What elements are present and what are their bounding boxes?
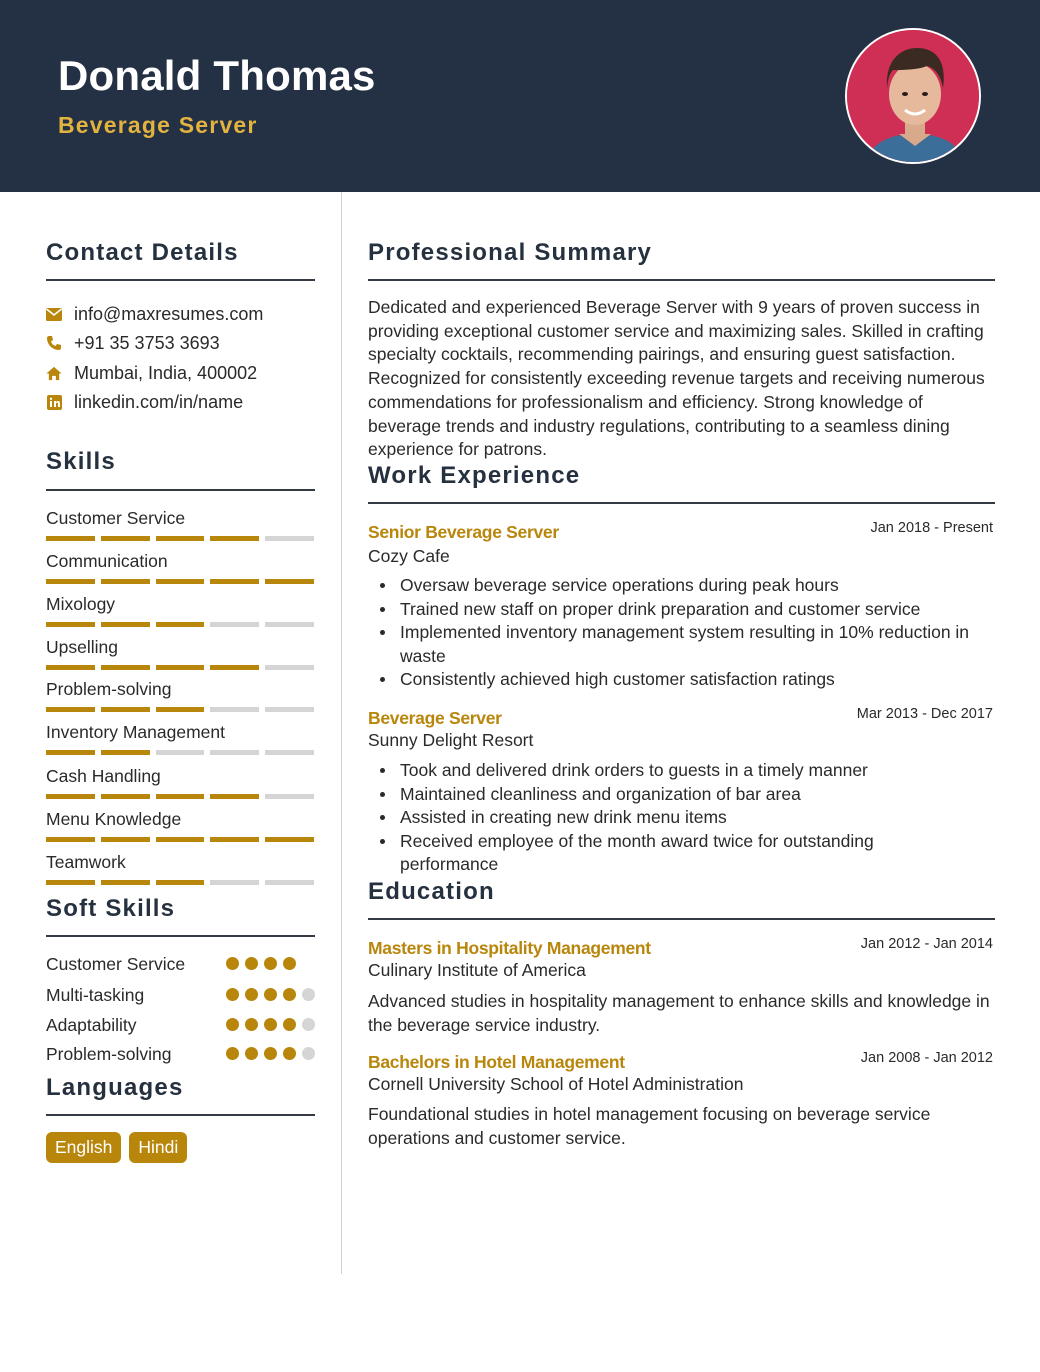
rating-dot [245,1018,258,1031]
home-icon [46,365,62,381]
rating-dot [302,988,315,1001]
job-bullet: Consistently achieved high customer satisfaction ratings [400,668,1000,692]
degree-date: Jan 2008 - Jan 2012 [860,1050,993,1066]
education-rule [368,918,995,920]
rating-dot [226,1018,239,1031]
skill-level-segment [210,794,259,799]
skill-level-segment [46,665,95,670]
skill-level-segment [46,622,95,627]
rating-dot [283,1047,296,1060]
skill-level-segment [101,837,150,842]
person-portrait-icon [847,30,981,164]
skill-level-segment [210,750,259,755]
rating-dot [264,1047,277,1060]
job-bullets [400,574,1000,692]
summary-text: Dedicated and experienced Beverage Server with 9 years of proven success in providing exceptional customer service and maximizing sales. Skilled in crafting specialty cocktails, recommending pairings, and ensuring guest satisfaction. Recognized for consistently exceeding revenue targets and receiving numerous commendations for professionalism and efficiency. Strong knowledge of beverage trends and industry regulations, contributing to a seamless dining experience for patrons. [368,297,985,460]
summary-section-title: Professional Summary [368,239,653,266]
rating-dot [283,957,296,970]
job-bullet: Oversaw beverage service operations during peak hours [400,574,1000,598]
skill-level-segment [101,536,150,541]
skill-level-bar [46,750,314,755]
rating-dot [264,1018,277,1031]
skill-level-segment [156,579,205,584]
skill-level-segment [156,707,205,712]
soft-skill-rating [226,1018,315,1031]
soft-skill-label: Multi-tasking [46,985,145,1005]
job-company: Cozy Cafe [368,546,450,566]
skill-label: Menu Knowledge [46,809,182,829]
skill-level-segment [265,665,314,670]
skill-label: Inventory Management [46,722,225,742]
skill-level-segment [46,794,95,799]
degree-description: Foundational studies in hotel management focusing on beverage service operations and customer service. [368,1104,931,1148]
soft-skill-label: Adaptability [46,1015,137,1035]
skills-section-title: Skills [46,448,116,475]
linkedin-icon [46,394,62,410]
summary-rule [368,279,995,281]
job-title: Senior Beverage Server [368,522,559,542]
email-icon [46,306,62,322]
skill-level-segment [101,707,150,712]
contact-email-text: info@maxresumes.com [74,303,264,324]
contact-address-text: Mumbai, India, 400002 [74,362,258,383]
skill-level-segment [210,707,259,712]
skill-label: Customer Service [46,508,186,528]
degree-title: Masters in Hospitality Management [368,938,651,958]
skill-level-segment [156,665,205,670]
job-bullet: Trained new staff on proper drink preparation and customer service [400,598,1000,622]
resume-header [0,0,1040,192]
soft-skills-rule [46,935,315,937]
job-bullets [400,759,1000,877]
skill-level-segment [156,622,205,627]
phone-icon [46,335,62,351]
rating-dot [283,988,296,1001]
skill-level-segment [265,750,314,755]
column-divider [341,192,342,1274]
skill-level-segment [265,579,314,584]
skill-level-bar [46,536,314,541]
contact-address [46,361,257,385]
skill-level-segment [101,750,150,755]
skill-label: Mixology [46,594,116,614]
skill-level-segment [156,794,205,799]
skill-level-segment [265,536,314,541]
education-section-title: Education [368,878,495,905]
skill-label: Cash Handling [46,766,161,786]
experience-section-title: Work Experience [368,462,581,489]
skill-level-segment [46,707,95,712]
contact-linkedin[interactable] [46,390,243,414]
job-date: Jan 2018 - Present [870,520,993,536]
skill-level-segment [265,880,314,885]
skill-level-bar [46,837,314,842]
skill-level-segment [265,622,314,627]
contact-phone[interactable] [46,331,220,355]
rating-dot [226,957,239,970]
skill-level-segment [101,622,150,627]
skill-level-segment [156,750,205,755]
skill-level-bar [46,794,314,799]
skill-level-bar [46,665,314,670]
language-pill: Hindi [129,1132,187,1163]
soft-skill-rating [226,1047,315,1060]
language-list [46,1132,187,1163]
skill-level-segment [156,880,205,885]
skill-level-bar [46,707,314,712]
skill-level-segment [210,880,259,885]
skill-level-segment [46,579,95,584]
skill-level-segment [265,794,314,799]
skill-level-segment [210,837,259,842]
skill-level-segment [101,579,150,584]
contact-phone-text: +91 35 3753 3693 [74,332,220,353]
skill-level-segment [46,837,95,842]
soft-skills-section-title: Soft Skills [46,895,176,922]
rating-dot [245,957,258,970]
skill-level-segment [265,837,314,842]
contact-rule [46,279,315,281]
degree-title: Bachelors in Hotel Management [368,1052,625,1072]
skills-rule [46,489,315,491]
job-bullet: Implemented inventory management system resulting in 10% reduction in waste [400,621,1000,668]
rating-dot [283,1018,296,1031]
skill-label: Problem-solving [46,679,172,699]
rating-dot [226,988,239,1001]
languages-section-title: Languages [46,1074,184,1101]
job-date: Mar 2013 - Dec 2017 [856,706,993,722]
candidate-name: Donald Thomas [58,52,376,99]
school-name: Culinary Institute of America [368,960,586,980]
contact-email[interactable] [46,302,263,326]
rating-dot [264,957,277,970]
rating-dot [245,988,258,1001]
degree-description: Advanced studies in hospitality management to enhance skills and knowledge in the beverage service industry. [368,991,990,1035]
skill-level-segment [265,707,314,712]
skill-level-segment [210,579,259,584]
candidate-role: Beverage Server [58,112,258,138]
job-bullet: Took and delivered drink orders to guests in a timely manner [400,759,1000,783]
skill-level-segment [46,750,95,755]
soft-skill-rating [226,957,296,970]
skill-level-segment [101,665,150,670]
job-bullet: Received employee of the month award twice for outstanding performance [400,830,920,877]
degree-date: Jan 2012 - Jan 2014 [860,936,993,952]
skill-level-segment [46,880,95,885]
school-name: Cornell University School of Hotel Administration [368,1074,744,1094]
rating-dot [302,1018,315,1031]
skill-level-segment [210,665,259,670]
skill-label: Upselling [46,637,118,657]
soft-skill-rating [226,988,315,1001]
skill-level-segment [156,536,205,541]
skill-level-bar [46,579,314,584]
skill-level-segment [46,536,95,541]
contact-linkedin-text: linkedin.com/in/name [74,391,244,412]
rating-dot [245,1047,258,1060]
skill-level-bar [46,880,314,885]
job-bullet: Maintained cleanliness and organization of bar area [400,783,1000,807]
rating-dot [226,1047,239,1060]
skill-level-segment [210,536,259,541]
contact-section-title: Contact Details [46,239,239,266]
job-company: Sunny Delight Resort [368,730,534,750]
rating-dot [302,1047,315,1060]
skill-label: Teamwork [46,852,126,872]
skill-level-segment [101,794,150,799]
soft-skill-label: Problem-solving [46,1044,172,1064]
job-title: Beverage Server [368,708,502,728]
job-bullet: Assisted in creating new drink menu items [400,806,1000,830]
languages-rule [46,1114,315,1116]
language-pill: English [46,1132,121,1163]
skill-level-segment [210,622,259,627]
skill-level-segment [101,880,150,885]
experience-rule [368,502,995,504]
soft-skill-label: Customer Service [46,954,186,974]
rating-dot [264,988,277,1001]
skill-level-bar [46,622,314,627]
profile-photo [845,28,981,164]
skill-level-segment [156,837,205,842]
skill-label: Communication [46,551,168,571]
